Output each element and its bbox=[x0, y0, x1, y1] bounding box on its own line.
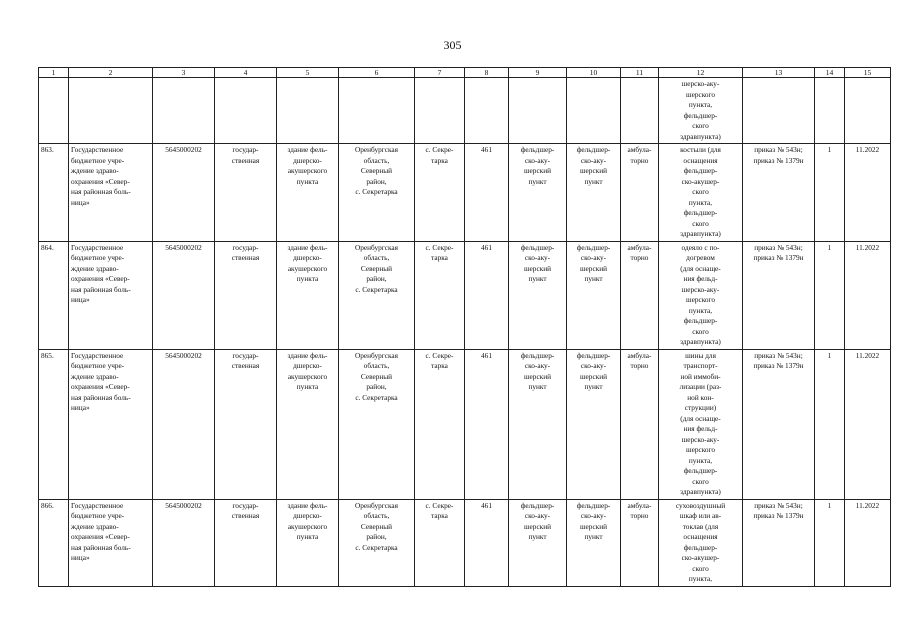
organization-cell: Государственное бюджетное учре- ждение здраво- охранения «Север- ная районная боль- ница» bbox=[69, 144, 153, 242]
column-header: 3 bbox=[153, 68, 215, 78]
column-header: 14 bbox=[815, 68, 845, 78]
column-header: 7 bbox=[415, 68, 465, 78]
building-cell: здание фель- дшерско- акушерского пункта bbox=[277, 144, 339, 242]
date-cell: 11.2022 bbox=[845, 499, 891, 586]
locality-cell: с. Секре- тарка bbox=[415, 241, 465, 349]
facility-subtype-cell: фельдшер- ско-аку- шерский пункт bbox=[567, 241, 621, 349]
care-mode-cell: амбула- торно bbox=[621, 349, 659, 499]
quantity-cell: 1 bbox=[815, 349, 845, 499]
zip-cell: 461 bbox=[465, 499, 509, 586]
column-header: 6 bbox=[339, 68, 415, 78]
care-mode-cell: амбула- торно bbox=[621, 144, 659, 242]
quantity-cell: 1 bbox=[815, 499, 845, 586]
column-header: 10 bbox=[567, 68, 621, 78]
address-cell: Оренбургская область, Северный район, с. Секретарка bbox=[339, 349, 415, 499]
locality-cell: с. Секре- тарка bbox=[415, 499, 465, 586]
equipment-cell: шины для транспорт- ной иммоби- лизации (раз- ной кон- струкции) (для оснаще- ния фельд- шерско-аку- шерского пункта, фельдшер- ского здравпункта) bbox=[659, 349, 743, 499]
column-header: 8 bbox=[465, 68, 509, 78]
column-header: 12 bbox=[659, 68, 743, 78]
facility-type-cell: фельдшер- ско-аку- шерский пункт bbox=[509, 144, 567, 242]
facility-subtype-cell: фельдшер- ско-аку- шерский пункт bbox=[567, 349, 621, 499]
column-header: 4 bbox=[215, 68, 277, 78]
row-number: 864. bbox=[39, 241, 69, 349]
quantity-cell: 1 bbox=[815, 241, 845, 349]
building-cell: здание фель- дшерско- акушерского пункта bbox=[277, 241, 339, 349]
equipment-cell: суховоздушный шкаф или ав- токлав (для оснащения фельдшер- ско-акушер- ского пункта, bbox=[659, 499, 743, 586]
row-number: 863. bbox=[39, 144, 69, 242]
equipment-cell: костыли (для оснащения фельдшер- ско-акушер- ского пункта, фельдшер- ского здравпункта) bbox=[659, 144, 743, 242]
ownership-cell: государ- ственная bbox=[215, 144, 277, 242]
facility-type-cell: фельдшер- ско-аку- шерский пункт bbox=[509, 349, 567, 499]
code-cell: 5645000202 bbox=[153, 499, 215, 586]
continuation-row bbox=[39, 78, 891, 144]
page-number: 305 bbox=[443, 38, 462, 52]
column-header: 1 bbox=[39, 68, 69, 78]
column-header: 2 bbox=[69, 68, 153, 78]
organization-cell: Государственное бюджетное учре- ждение здраво- охранения «Север- ная районная боль- ница» bbox=[69, 349, 153, 499]
equipment-cell: шерско-аку- шерского пункта, фельдшер- ского здравпункта) bbox=[659, 78, 743, 144]
facility-subtype-cell: фельдшер- ско-аку- шерский пункт bbox=[567, 499, 621, 586]
orders-cell: приказ № 543н; приказ № 1379н bbox=[743, 499, 815, 586]
building-cell: здание фель- дшерско- акушерского пункта bbox=[277, 499, 339, 586]
code-cell: 5645000202 bbox=[153, 349, 215, 499]
zip-cell: 461 bbox=[465, 349, 509, 499]
column-header: 5 bbox=[277, 68, 339, 78]
address-cell: Оренбургская область, Северный район, с. Секретарка bbox=[339, 241, 415, 349]
orders-cell: приказ № 543н; приказ № 1379н bbox=[743, 349, 815, 499]
column-header: 15 bbox=[845, 68, 891, 78]
code-cell: 5645000202 bbox=[153, 241, 215, 349]
column-header: 13 bbox=[743, 68, 815, 78]
registry-table bbox=[38, 67, 891, 587]
table-row bbox=[39, 241, 891, 349]
ownership-cell: государ- ственная bbox=[215, 241, 277, 349]
column-number-row bbox=[39, 68, 891, 78]
locality-cell: с. Секре- тарка bbox=[415, 144, 465, 242]
zip-cell: 461 bbox=[465, 241, 509, 349]
orders-cell: приказ № 543н; приказ № 1379н bbox=[743, 144, 815, 242]
row-number: 866. bbox=[39, 499, 69, 586]
address-cell: Оренбургская область, Северный район, с. Секретарка bbox=[339, 499, 415, 586]
facility-subtype-cell: фельдшер- ско-аку- шерский пункт bbox=[567, 144, 621, 242]
ownership-cell: государ- ственная bbox=[215, 499, 277, 586]
orders-cell: приказ № 543н; приказ № 1379н bbox=[743, 241, 815, 349]
organization-cell: Государственное бюджетное учре- ждение здраво- охранения «Север- ная районная боль- ница» bbox=[69, 499, 153, 586]
column-header: 9 bbox=[509, 68, 567, 78]
code-cell: 5645000202 bbox=[153, 144, 215, 242]
table-row bbox=[39, 144, 891, 242]
organization-cell: Государственное бюджетное учре- ждение здраво- охранения «Север- ная районная боль- ница» bbox=[69, 241, 153, 349]
care-mode-cell: амбула- торно bbox=[621, 499, 659, 586]
date-cell: 11.2022 bbox=[845, 349, 891, 499]
date-cell: 11.2022 bbox=[845, 241, 891, 349]
zip-cell: 461 bbox=[465, 144, 509, 242]
quantity-cell: 1 bbox=[815, 144, 845, 242]
locality-cell: с. Секре- тарка bbox=[415, 349, 465, 499]
equipment-cell: одеяло с по- догревом (для оснаще- ния фельд- шерско-аку- шерского пункта, фельдшер- ского здравпункта) bbox=[659, 241, 743, 349]
address-cell: Оренбургская область, Северный район, с. Секретарка bbox=[339, 144, 415, 242]
building-cell: здание фель- дшерско- акушерского пункта bbox=[277, 349, 339, 499]
ownership-cell: государ- ственная bbox=[215, 349, 277, 499]
table-row bbox=[39, 349, 891, 499]
care-mode-cell: амбула- торно bbox=[621, 241, 659, 349]
column-header: 11 bbox=[621, 68, 659, 78]
facility-type-cell: фельдшер- ско-аку- шерский пункт bbox=[509, 499, 567, 586]
row-number: 865. bbox=[39, 349, 69, 499]
table-row bbox=[39, 499, 891, 586]
facility-type-cell: фельдшер- ско-аку- шерский пункт bbox=[509, 241, 567, 349]
date-cell: 11.2022 bbox=[845, 144, 891, 242]
